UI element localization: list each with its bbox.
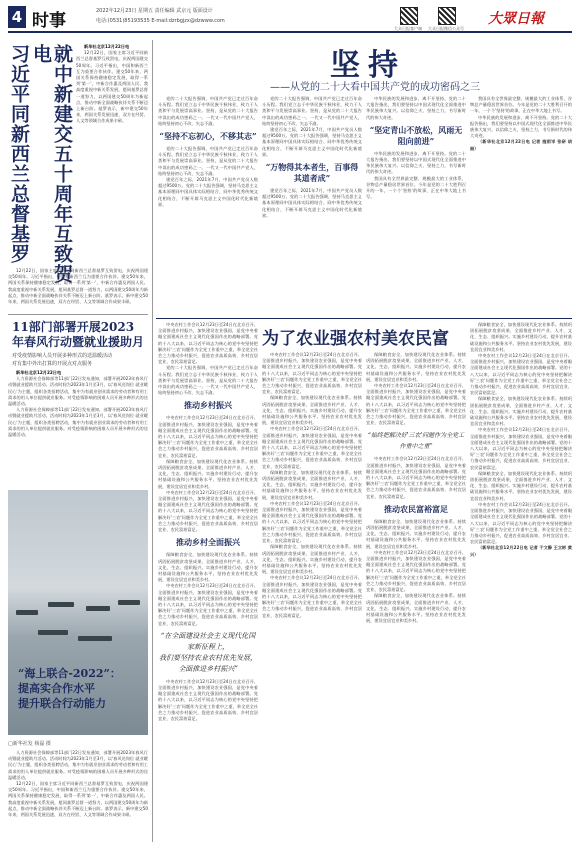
agri-pull-quote: “始终把解决好'三农'问题作为全党工作重中之重” [367, 432, 465, 451]
agri-pull-quote [158, 631, 258, 675]
caption-line: “海上联合-2022”： [18, 667, 121, 680]
byline: （新华社北京12月22日电 记者 施雨岑 张研 胡喆） [470, 139, 572, 151]
page-number: 4 [8, 6, 26, 28]
dateline: 新华社北京12月22日电 [16, 370, 62, 375]
caption-line: 提升联合行动能力 [18, 697, 106, 710]
headline-anniversary: 就中新建交五十周年互致贺电 [30, 44, 73, 284]
caption-line: 提高实合作水平 [18, 682, 95, 695]
ship [78, 636, 112, 641]
qr-code-icon [438, 7, 456, 25]
story-text: 保障粮食安全，加快建设现代化农业体系。持续巩固拓展脱贫攻坚成果，全面推进乡村产业、人才、文化、生态、组织振兴。实施乡村建设行动，提升农村基础设施和公共服务水平。坚持农业农村优先发展，建设宜居宜业和美乡村。 [262, 544, 362, 575]
agri-subhead: 推动农民富裕富足 [384, 503, 448, 514]
story-text: 中央农村工作会议12月23日至24日在北京召开。全面推进乡村振兴，加快建设农业强国，是党中央着眼全面建成社会主义现代化强国作出的战略部署。党的十八大以来，以习近平同志为核心的党中央坚持把解决好'三农'问题作为全党工作重中之重，举全党全社会之力推动乡村振兴，促进农业高质高效、乡村宜居宜业、农民富裕富足。 [262, 352, 362, 395]
qr-label: 大众日报微信公众号 [428, 26, 464, 31]
story-text: 中央农村工作会议12月23日至24日在北京召开。全面推进乡村振兴，加快建设农业强国，是党中央着眼全面建成社会主义现代化强国作出的战略部署。党的十八大以来，以习近平同志为核心的党中央坚持把解决好'三农'问题作为全党工作重中之重，举全党全社会之力推动乡村振兴，促进农业高质高效、乡村宜居宜业、农民富裕富足。 [158, 322, 258, 365]
agri-title: 为了农业强农村美农民富 [262, 329, 449, 349]
story-text: 党的二十大报告强调，中国共产党已走过百年奋斗历程。我们党立志于中华民族千秋伟业，致力于人类和平与发展崇高事业。坚持，是从党的二十大报告中读出的成功密码之一。一代又一代中国共产党人，始终坚持初心不改、矢志不渝。 [158, 146, 258, 176]
ship [16, 610, 38, 615]
feature-subhead: “坚持不忘初心，不移其志” [159, 131, 257, 142]
agri-column-3 [366, 352, 466, 842]
naval-exercise-photo [8, 490, 148, 735]
employment-subline: 对受疫情影响人员开展多种形式的送温暖活动 [12, 353, 113, 359]
story-text: 中央农村工作会议12月23日至24日在北京召开。全面推进乡村振兴，加快建设农业强国，是党中央着眼全面建成社会主义现代化强国作出的战略部署。党的十八大以来，以习近平同志为核心的党中央坚持把解决好'三农'问题作为全党工作重中之重，举全党全社会之力推动乡村振兴，促进农业高质高效、乡村宜居宜业、农民富裕富足。 [366, 383, 466, 426]
story-text: 建党百年之际，2021年7月，中国共产党员人数超过9500万。党的二十大报告强调，坚持马克思主义基本原理同中国具体实际相结合、同中华优秀传统文化相结合，不断开辟马克思主义中国化时代化新境界。 [262, 127, 362, 157]
story-text: 中央农村工作会议12月23日至24日在北京召开。全面推进乡村振兴，加快建设农业强国，是党中央着眼全面建成社会主义现代化强国作出的战略部署。党的十八大以来，以习近平同志为核心的党中央坚持把解决好'三农'问题作为全党工作重中之重，举全党全社会之力推动乡村振兴，促进农业高质高效、乡村宜居宜业、农民富裕富足。 [470, 353, 572, 396]
feature-subhead: “万物得其本者生，百事得其道者成” [265, 162, 359, 184]
story-text: 中央农村工作会议12月23日至24日在北京召开。全面推进乡村振兴，加快建设农业强国，是党中央着眼全面建成社会主义现代化强国作出的战略部署。党的十八大以来，以习近平同志为核心的党中央坚持把解决好'三农'问题作为全党工作重中之重，举全党全社会之力推动乡村振兴，促进农业高质高效、乡村宜居宜业、农民富裕富足。 [366, 549, 466, 593]
employment-subline: 对有集中外出打算的开展点对点服务 [12, 361, 93, 367]
story-text: 保障粮食安全，加快建设现代化农业体系。持续巩固拓展脱贫攻坚成果，全面推进乡村产业、人才、文化、生态、组织振兴。实施乡村建设行动，提升农村基础设施和公共服务水平。坚持农业农村优先发展，建设宜居宜业和美乡村。 [470, 322, 572, 352]
story-text: 保障粮食安全，加快建设现代化农业体系。持续巩固拓展脱贫攻坚成果，全面推进乡村产业、人才、文化、生态、组织振兴。实施乡村建设行动，提升农村基础设施和公共服务水平。坚持农业农村优先发展，建设宜居宜业和美乡村。 [470, 470, 572, 501]
photo-caption [18, 666, 146, 711]
story-text: 中华民族的发展和进步，离不开坚持。党的二十大报告指出，我们要坚持以中国式现代化全面推进中华民族伟大复兴。以信仰之火、坚持之力，书写新时代的伟大奇迹。 [366, 96, 466, 120]
quote-line: 我们要坚持农业农村优先发展， [159, 653, 257, 662]
story-text: 建党百年之际，2021年7月，中国共产党员人数超过9500万。党的二十大报告强调，坚持马克思主义基本原理同中国具体实际相结合、同中华优秀传统文化相结合，不断开辟马克思主义中国化时代化新境界。 [262, 188, 362, 218]
story-text: 中央农村工作会议12月23日至24日在北京召开。全面推进乡村振兴，加快建设农业强国，是党中央着眼全面建成社会主义现代化强国作出的战略部署。党的十八大以来，以习近平同志为核心的党中央坚持把解决好'三农'问题作为全党工作重中之重，举全党全社会之力推动乡村振兴，促进农业高质高效、乡村宜居宜业、农民富裕富足。 [158, 678, 258, 721]
feature-column-2 [262, 96, 362, 318]
story-text: 保障粮食安全，加快建设现代化农业体系。持续巩固拓展脱贫攻坚成果，全面推进乡村产业、人才、文化、生态、组织振兴。实施乡村建设行动，提升农村基础设施和公共服务水平。坚持农业农村优先发展，建设宜居宜业和美乡村。 [262, 469, 362, 500]
photo-story-body [8, 750, 148, 842]
feature-title: 坚持 [330, 48, 406, 83]
story-text: 中华民族的发展和进步，离不开坚持。党的二十大报告指出，我们要坚持以中国式现代化全面推进中华民族伟大复兴。以信仰之火、坚持之力，书写新时代的伟大奇迹。 [366, 150, 466, 175]
story-text: 中央农村工作会议12月23日至24日在北京召开。全面推进乡村振兴，加快建设农业强国，是党中央着眼全面建成社会主义现代化强国作出的战略部署。党的十八大以来，以习近平同志为核心的党中央坚持把解决好'三农'问题作为全党工作重中之重，举全党全社会之力推动乡村振兴，促进农业高质高效、乡村宜居宜业、农民富裕富足。 [158, 415, 258, 458]
employment-headline: 11部门部署开展2023年春风行动暨就业援助月 [12, 320, 145, 349]
agri-column-1 [158, 322, 258, 842]
agri-column-4 [470, 322, 572, 842]
quote-line: 全面推进乡村振兴” [178, 664, 238, 673]
story-text: 12月22日，国家主席习近平同新西兰总督基罗互致贺电，庆祝两国建交50周年。习近平指出，中国和新西兰互为重要合作伙伴。建交50年来，两国关系保持健康稳定发展，取得一系列'第一'，中新合作惠及两国人民。我高度重视中新关系发展，愿同基罗总督一道努力，以两国建交50周年为新起点，推动中新全面战略伙伴关系不断迈上新台阶。基罗表示，新中建交50年来，两国关系发展迅速，双方在经贸、人文等领域合作成果丰硕。 [8, 268, 148, 305]
agri-subhead: 推动乡村全面振兴 [176, 537, 240, 548]
feature-column-4 [470, 96, 572, 318]
agri-column-2 [262, 352, 362, 842]
story-text: 保障粮食安全，加快建设现代化农业体系。持续巩固拓展脱贫攻坚成果，全面推进乡村产业、人才、文化、生态、组织振兴。实施乡村建设行动，提升农村基础设施和公共服务水平。坚持农业农村优先发展，建设宜居宜业和美乡村。 [158, 552, 258, 583]
header-meta: 2022年12月23日 星期五 责任编辑 武京元 版面设计 [96, 8, 213, 14]
story-text: 中央农村工作会议12月23日至24日在北京召开。全面推进乡村振兴，加快建设农业强国，是党中央着眼全面建成社会主义现代化强国作出的战略部署。党的十八大以来，以习近平同志为核心的党中央坚持把解决好'三农'问题作为全党工作重中之重，举全党全社会之力推动乡村振兴，促进农业高质高效、乡村宜居宜业、农民富裕富足。 [470, 501, 572, 545]
story-text: 保障粮食安全，加快建设现代化农业体系。持续巩固拓展脱贫攻坚成果，全面推进乡村产业、人才、文化、生态、组织振兴。实施乡村建设行动，提升农村基础设施和公共服务水平。坚持农业农村优先发展，建设宜居宜业和美乡村。 [470, 396, 572, 427]
story-text: 我国具有全世界最完整、规模最大的工业体系，谷物总产量稳居世界首位。今年是党的二十大胜利召开的一年，一个个'坚持'的故事，正在中华大地上书写。 [470, 96, 572, 114]
employment-body [8, 370, 148, 486]
dateline: 新华社北京12月22日电 [84, 44, 130, 49]
divider [156, 318, 572, 319]
story-text: 中央农村工作会议12月23日至24日在北京召开。全面推进乡村振兴，加快建设农业强国，是党中央着眼全面建成社会主义现代化强国作出的战略部署。党的十八大以来，以习近平同志为核心的党中央坚持把解决好'三农'问题作为全党工作重中之重，举全党全社会之力推动乡村振兴，促进农业高质高效、乡村宜居宜业、农民富裕富足。 [158, 489, 258, 533]
newspaper-logo: 大眾日報 [488, 11, 544, 27]
header-rule [8, 31, 572, 33]
story-text: 我国具有全世界最完整、规模最大的工业体系，谷物总产量稳居世界首位。今年是党的二十大胜利召开的一年，一个个'坚持'的故事，正在中华大地上书写。 [366, 175, 466, 200]
left-story-continued [8, 268, 148, 310]
ship [86, 606, 110, 611]
page-header [8, 6, 572, 30]
story-text: 保障粮食安全，加快建设现代化农业体系。持续巩固拓展脱贫攻坚成果，全面推进乡村产业、人才、文化、生态、组织振兴。实施乡村建设行动，提升农村基础设施和公共服务水平。坚持农业农村优先发展，建设宜居宜业和美乡村。 [366, 593, 466, 624]
story-text: 人力资源社会保障部等11部门22日发布通知，部署开展2023年春风行动暨就业援助月活动。活动时间为2023年1月至3月，以'春风送岗位 就业暖民心'为主题，组织各类招聘活动，集中为有就业创业需求的劳动者和有用工需求的用人单位提供就业服务。对受疫情影响的困难人员开展多种形式的送温暖活动。 [8, 376, 148, 407]
feature-column-3 [366, 96, 466, 318]
story-text: 中央农村工作会议12月23日至24日在北京召开。全面推进乡村振兴，加快建设农业强国，是党中央着眼全面建成社会主义现代化强国作出的战略部署。党的十八大以来，以习近平同志为核心的党中央坚持把解决好'三农'问题作为全党工作重中之重，举全党全社会之力推动乡村振兴，促进农业高质高效、乡村宜居宜业、农民富裕富足。 [262, 426, 362, 469]
story-text: 保障粮食安全，加快建设现代化农业体系。持续巩固拓展脱贫攻坚成果，全面推进乡村产业、人才、文化、生态、组织振兴。实施乡村建设行动，提升农村基础设施和公共服务水平。坚持农业农村优先发展，建设宜居宜业和美乡村。 [366, 518, 466, 549]
story-text: 中央农村工作会议12月23日至24日在北京召开。全面推进乡村振兴，加快建设农业强国，是党中央着眼全面建成社会主义现代化强国作出的战略部署。党的十八大以来，以习近平同志为核心的党中央坚持把解决好'三农'问题作为全党工作重中之重，举全党全社会之力推动乡村振兴，促进农业高质高效、乡村宜居宜业、农民富裕富足。 [262, 500, 362, 544]
story-text: 中央农村工作会议12月23日至24日在北京召开。全面推进乡村振兴，加快建设农业强国，是党中央着眼全面建成社会主义现代化强国作出的战略部署。党的十八大以来，以习近平同志为核心的党中央坚持把解决好'三农'问题作为全党工作重中之重，举全党全社会之力推动乡村振兴，促进农业高质高效、乡村宜居宜业、农民富裕富足。 [366, 456, 466, 499]
story-text: 党的二十大报告强调，中国共产党已走过百年奋斗历程。我们党立志于中华民族千秋伟业，致力于人类和平与发展崇高事业。坚持，是从党的二十大报告中读出的成功密码之一。一代又一代中国共产党人，始终坚持初心不改、矢志不渝。 [158, 365, 258, 396]
feature-subtitle: ——从党的二十大看中国共产党的成功密码之三 [270, 82, 480, 93]
feature-subhead: “坚定青山不放松，风雨无阻向前进” [369, 124, 463, 146]
ship [48, 602, 74, 607]
ship [118, 600, 140, 605]
story-text: 12月22日，国家主席习近平同新西兰总督基罗互致贺电，庆祝两国建交50周年。习近平指出，中国和新西兰互为重要合作伙伴。建交50年来，两国关系保持健康稳定发展，取得一系列'第一'，中新合作惠及两国人民。我高度重视中新关系发展，愿同基罗总督一道努力，以两国建交50周年为新起点，推动中新全面战略伙伴关系不断迈上新台阶。基罗表示，新中建交50年来，两国关系发展迅速，双方在经贸、人文等领域合作成果丰硕。 [8, 781, 148, 818]
header-contact: 电话:(0531)85193535 E-mail:dzrbgjzx@dzwww.com [96, 18, 225, 24]
story-text: 中华民族的发展和进步，离不开坚持。党的二十大报告指出，我们要坚持以中国式现代化全面推进中华民族伟大复兴。以信仰之火、坚持之力，书写新时代的伟大奇迹。 [470, 114, 572, 139]
divider [8, 314, 148, 315]
section-title: 时事 [32, 11, 66, 31]
story-text: 人力资源社会保障部等11部门22日发布通知，部署开展2023年春风行动暨就业援助月活动。活动时间为2023年1月至3月，以'春风送岗位 就业暖民心'为主题，组织各类招聘活动，集中为有就业创业需求的劳动者和有用工需求的用人单位提供就业服务。对受疫情影响的困难人员开展多种形式的送温暖活动。 [8, 407, 148, 438]
left-story-body [76, 44, 148, 276]
story-text: 中央农村工作会议12月23日至24日在北京召开。全面推进乡村振兴，加快建设农业强国，是党中央着眼全面建成社会主义现代化强国作出的战略部署。党的十八大以来，以习近平同志为核心的党中央坚持把解决好'三农'问题作为全党工作重中之重，举全党全社会之力推动乡村振兴，促进农业高质高效、乡村宜居宜业、农民富裕富足。 [262, 575, 362, 618]
story-text: 保障粮食安全，加快建设现代化农业体系。持续巩固拓展脱贫攻坚成果，全面推进乡村产业、人才、文化、生态、组织振兴。实施乡村建设行动，提升农村基础设施和公共服务水平。坚持农业农村优先发展，建设宜居宜业和美乡村。 [262, 395, 362, 426]
story-text: 人力资源社会保障部等11部门22日发布通知，部署开展2023年春风行动暨就业援助月活动。活动时间为2023年1月至3月，以'春风送岗位 就业暖民心'为主题，组织各类招聘活动，集中为有就业创业需求的劳动者和有用工需求的用人单位提供就业服务。对受疫情影响的困难人员开展多种形式的送温暖活动。 [8, 750, 148, 780]
qr-code-icon [400, 7, 418, 25]
qr-label: 大众日报客户端 [394, 26, 422, 31]
agri-subhead: 推动乡村振兴 [184, 400, 232, 411]
story-text: 保障粮食安全，加快建设现代化农业体系。持续巩固拓展脱贫攻坚成果，全面推进乡村产业、人才、文化、生态、组织振兴。实施乡村建设行动，提升农村基础设施和公共服务水平。坚持农业农村优先发展，建设宜居宜业和美乡村。 [366, 352, 466, 382]
feature-column-1 [158, 96, 258, 318]
story-text: 保障粮食安全，加快建设现代化农业体系。持续巩固拓展脱贫攻坚成果，全面推进乡村产业、人才、文化、生态、组织振兴。实施乡村建设行动，提升农村基础设施和公共服务水平。坚持农业农村优先发展，建设宜居宜业和美乡村。 [158, 458, 258, 489]
story-text: 党的二十大报告强调，中国共产党已走过百年奋斗历程。我们党立志于中华民族千秋伟业，致力于人类和平与发展崇高事业。坚持，是从党的二十大报告中读出的成功密码之一。一代又一代中国共产党人，始终坚持初心不改、矢志不渝。 [262, 96, 362, 126]
headline-xi-jinping: 习近平同新西兰总督基罗 [8, 44, 30, 264]
story-text: 12月22日，国家主席习近平同新西兰总督基罗互致贺电，庆祝两国建交50周年。习近平指出，中国和新西兰互为重要合作伙伴。建交50年来，两国关系保持健康稳定发展，取得一系列'第一'，中新合作惠及两国人民。我高度重视中新关系发展，愿同基罗总督一道努力，以两国建交50周年为新起点，推动中新全面战略伙伴关系不断迈上新台阶。基罗表示，新中建交50年来，两国关系发展迅速，双方在经贸、人文等领域合作成果丰硕。 [76, 50, 148, 124]
byline: （新华社北京12月22日电 记者 于文静 王立彬 黄兴） [470, 545, 572, 557]
photo-credit: □新华社发 杨磊 摄 [8, 741, 51, 747]
story-text: 中央农村工作会议12月23日至24日在北京召开。全面推进乡村振兴，加快建设农业强国，是党中央着眼全面建成社会主义现代化强国作出的战略部署。党的十八大以来，以习近平同志为核心的党中央坚持把解决好'三农'问题作为全党工作重中之重，举全党全社会之力推动乡村振兴，促进农业高质高效、乡村宜居宜业、农民富裕富足。 [158, 583, 258, 626]
column-divider [152, 40, 153, 842]
story-text: 党的二十大报告强调，中国共产党已走过百年奋斗历程。我们党立志于中华民族千秋伟业，致力于人类和平与发展崇高事业。坚持，是从党的二十大报告中读出的成功密码之一。一代又一代中国共产党人，始终坚持初心不改、矢志不渝。 [158, 96, 258, 126]
story-text: 建党百年之际，2021年7月，中国共产党员人数超过9500万。党的二十大报告强调，坚持马克思主义基本原理同中国具体实际相结合、同中华优秀传统文化相结合，不断开辟马克思主义中国化时代化新境界。 [158, 177, 258, 207]
ship [38, 630, 68, 635]
story-text: 中央农村工作会议12月23日至24日在北京召开。全面推进乡村振兴，加快建设农业强国，是党中央着眼全面建成社会主义现代化强国作出的战略部署。党的十八大以来，以习近平同志为核心的党中央坚持把解决好'三农'问题作为全党工作重中之重，举全党全社会之力推动乡村振兴，促进农业高质高效、乡村宜居宜业、农民富裕富足。 [470, 427, 572, 470]
quote-line: “在全面建设社会主义现代化国家新征程上， [160, 631, 256, 651]
